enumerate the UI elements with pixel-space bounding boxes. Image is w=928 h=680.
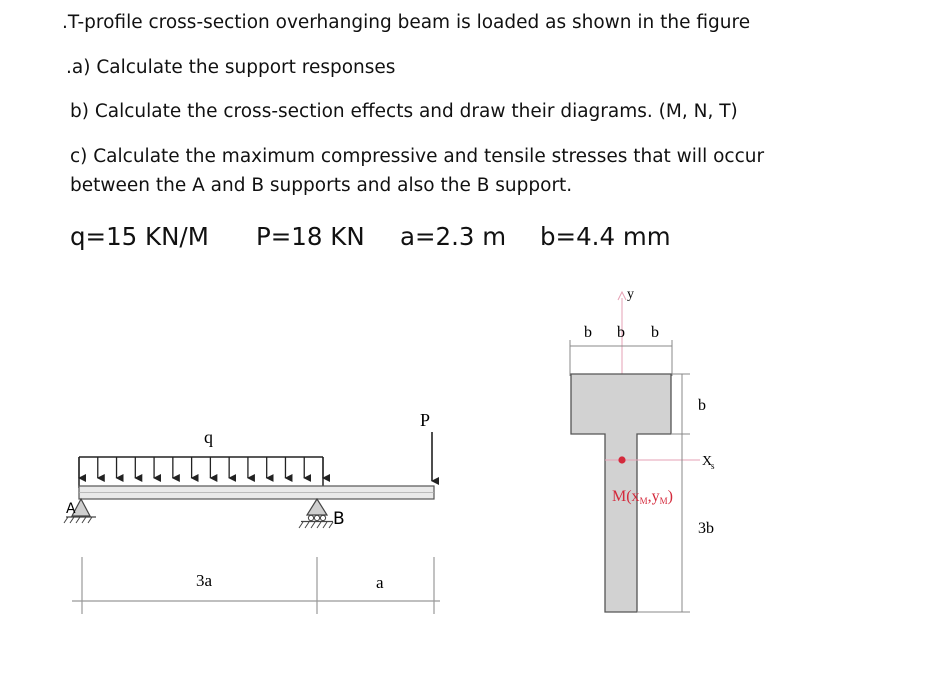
problem-line-1: .T-profile cross-section overhanging beam is loaded as shown in the figure [62,12,751,33]
problem-line-5: between the A and B supports and also the B support. [70,175,573,196]
span-a-label: a [376,573,384,592]
beam-diagram [64,410,440,614]
web-height-label: 3b [698,520,714,537]
x-axis-subscript: s [711,461,715,471]
width-b-middle: b [617,324,625,341]
centroid-dot [618,456,625,463]
param-p: P=18 KN [256,222,365,251]
t-section-diagram [570,287,715,612]
point-load-label: P [420,410,431,430]
centroid-label: M(xM,yM) [612,488,673,506]
param-a: a=2.3 m [400,222,507,251]
distributed-load [79,457,323,488]
problem-line-3: b) Calculate the cross-section effects and draw their diagrams. (M, N, T) [70,101,738,122]
load-label-q: q [204,427,213,447]
param-b: b=4.4 mm [540,222,671,251]
support-b [299,499,333,528]
beam-dimension-line [72,557,440,614]
support-a-label: A [66,501,76,517]
flange-height-label: b [698,397,706,414]
y-axis-label: y [627,287,634,302]
problem-line-2: .a) Calculate the support responses [66,57,396,78]
param-q: q=15 KN/M [70,222,209,251]
x-axis-label: X [702,454,713,469]
width-b-right: b [651,324,659,341]
span-3a-label: 3a [196,571,213,590]
support-b-label: B [333,509,345,529]
width-b-left: b [584,324,592,341]
problem-line-4: c) Calculate the maximum compressive and tensile stresses that will occur [70,146,765,167]
